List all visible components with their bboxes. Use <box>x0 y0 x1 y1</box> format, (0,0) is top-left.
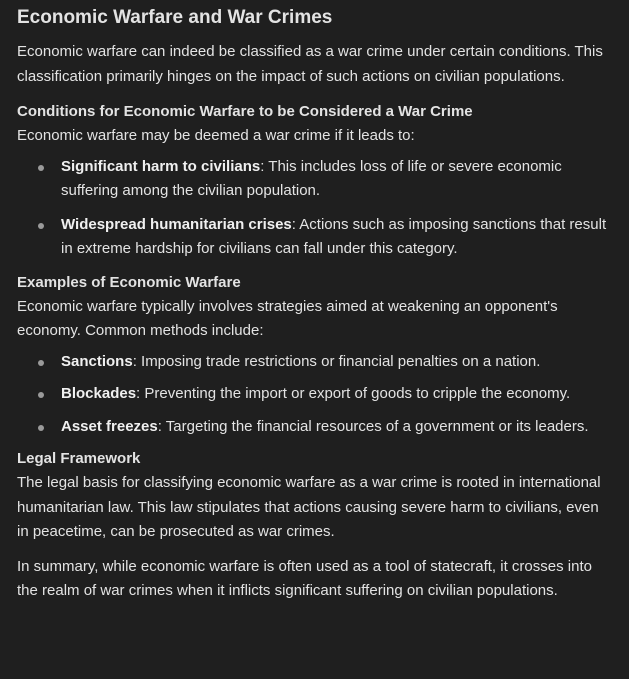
section-heading-conditions: Conditions for Economic Warfare to be Considered a War Crime <box>17 103 473 120</box>
examples-list <box>17 350 612 440</box>
list-item <box>17 382 612 407</box>
list-item <box>17 213 612 262</box>
section-heading-examples: Examples of Economic Warfare <box>17 273 241 291</box>
list-item-text: : Preventing the import or export of goods to cripple the economy. <box>136 385 571 402</box>
list-item-text: : This includes loss of life or severe economic suffering among the civilian population. <box>61 157 562 199</box>
page-title: Economic Warfare and War Crimes <box>17 7 333 28</box>
legal-paragraph: The legal basis for classifying economic warfare as a war crime is rooted in international humanitarian law. This law stipulates that actions causing severe harm to civilians, even in peacetime, can be prosecuted as war crimes. <box>17 474 601 540</box>
section-heading-legal: Legal Framework <box>17 450 141 467</box>
list-item-text: : Actions such as imposing sanctions that result in extreme hardship for civilians can fall under this category. <box>61 215 607 257</box>
list-item-text: : Imposing trade restrictions or financial penalties on a nation. <box>132 352 541 370</box>
list-item-term: Sanctions <box>61 352 133 370</box>
list-item-term: Blockades <box>61 385 137 402</box>
bullet-icon <box>38 223 44 229</box>
list-item <box>17 155 612 204</box>
section-lead-conditions: Economic warfare may be deemed a war crime if it leads to: <box>17 127 415 144</box>
bullet-icon <box>38 360 44 366</box>
list-item-text: : Targeting the financial resources of a government or its leaders. <box>157 417 589 435</box>
intro-paragraph: Economic warfare can indeed be classified as a war crime under certain conditions. This classification primarily hinges on the impact of such actions on civilian populations. <box>17 43 603 85</box>
section-lead-examples: Economic warfare typically involves strategies aimed at weakening an opponent's economy. Common methods include: <box>17 297 558 339</box>
conditions-list <box>17 155 612 262</box>
list-item <box>17 415 612 440</box>
bullet-icon <box>38 425 44 431</box>
bullet-icon <box>38 392 44 398</box>
bullet-icon <box>38 165 44 171</box>
summary-paragraph: In summary, while economic warfare is often used as a tool of statecraft, it crosses into the realm of war crimes when it inflicts significant suffering on civilian populations. <box>17 557 592 599</box>
list-item-term: Significant harm to civilians <box>61 157 261 175</box>
list-item-term: Asset freezes <box>61 417 158 435</box>
list-item <box>17 350 612 375</box>
list-item-term: Widespread humanitarian crises <box>61 215 292 233</box>
